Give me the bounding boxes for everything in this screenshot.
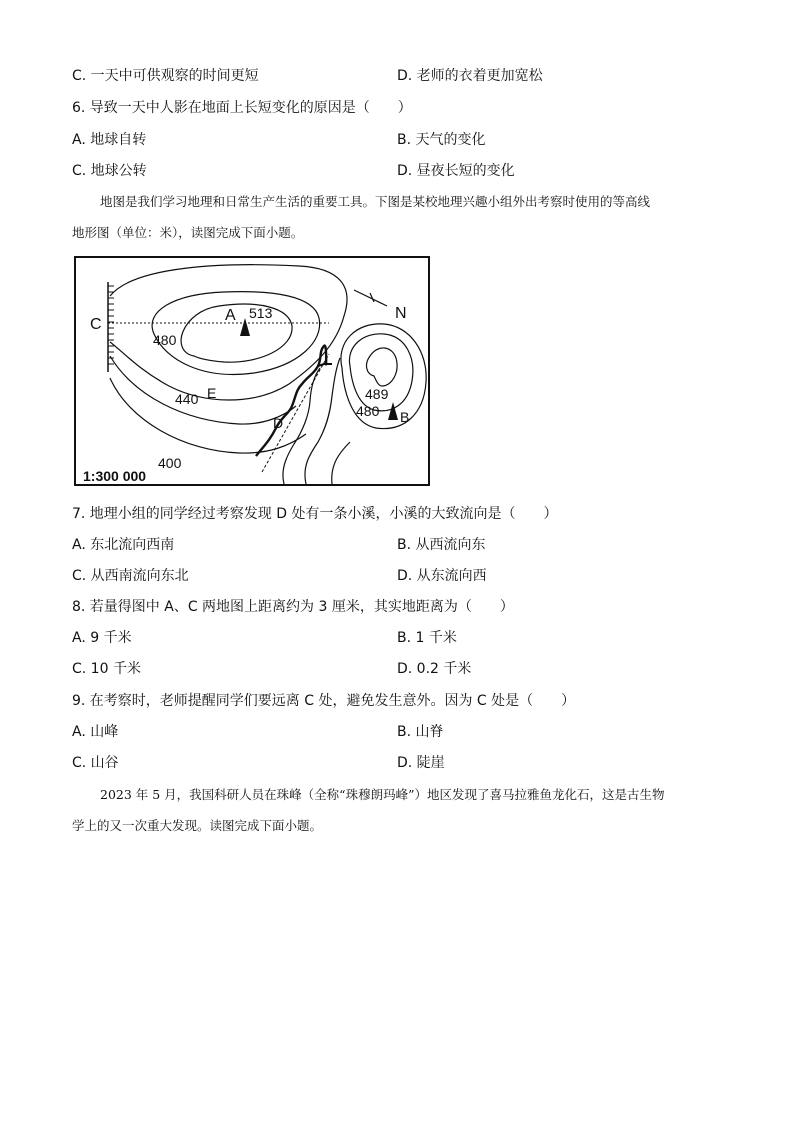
label-a: A: [225, 307, 236, 324]
label-c: C: [90, 316, 102, 333]
q5-option-d: D. 老师的衣着更加宽松: [397, 68, 543, 84]
north-label: N: [395, 305, 407, 322]
q7-stem: 7. 地理小组的同学经过考察发现 D 处有一条小溪，小溪的大致流向是（ ）: [72, 506, 558, 522]
q8-option-a: A. 9 千米: [72, 630, 132, 646]
map-scale: 1:300 000: [83, 468, 147, 484]
q8-stem: 8. 若量得图中 A、C 两地图上距离约为 3 厘米，其实地距离为（ ）: [72, 599, 514, 615]
label-d: D: [273, 415, 284, 431]
q9-option-a: A. 山峰: [72, 724, 119, 740]
contour-map: [74, 256, 430, 486]
q8-option-d: D. 0.2 千米: [397, 661, 472, 677]
intro-paragraph-2-line-1: 2023 年 5 月，我国科研人员在珠峰（全称“珠穆朗玛峰”）地区发现了喜马拉雅鱼龙化石，这是古生物: [100, 787, 665, 802]
q8-option-b: B. 1 千米: [397, 630, 457, 646]
q9-option-c: C. 山谷: [72, 755, 119, 771]
q9-option-b: B. 山脊: [397, 724, 444, 740]
contour-map-svg: [74, 256, 430, 486]
intro-paragraph-1-line-1: 地图是我们学习地理和日常生产生活的重要工具。下图是某校地理兴趣小组外出考察时使用的等高线: [100, 194, 651, 209]
q8-option-c: C. 10 千米: [72, 661, 141, 677]
q6-stem: 6. 导致一天中人影在地面上长短变化的原因是（ ）: [72, 100, 412, 116]
intro-paragraph-1-line-2: 地形图（单位：米），读图完成下面小题。: [72, 225, 304, 240]
q5-option-c: C. 一天中可供观察的时间更短: [72, 68, 259, 84]
q7-option-d: D. 从东流向西: [397, 568, 487, 584]
elevation-400: 400: [158, 455, 182, 471]
elevation-513: 513: [249, 305, 273, 321]
q7-option-a: A. 东北流向西南: [72, 537, 175, 553]
q6-option-c: C. 地球公转: [72, 163, 147, 179]
q6-option-d: D. 昼夜长短的变化: [397, 163, 515, 179]
q6-option-a: A. 地球自转: [72, 132, 147, 148]
q9-stem: 9. 在考察时，老师提醒同学们要远离 C 处，避免发生意外。因为 C 处是（ ）: [72, 693, 576, 709]
elevation-480-right: 480: [356, 403, 380, 419]
label-b: B: [400, 409, 410, 425]
elevation-480-left: 480: [153, 332, 177, 348]
q9-option-d: D. 陡崖: [397, 755, 445, 771]
q7-option-c: C. 从西南流向东北: [72, 568, 189, 584]
label-e: E: [207, 385, 217, 401]
elevation-489: 489: [365, 386, 389, 402]
elevation-440: 440: [175, 391, 199, 407]
q6-option-b: B. 天气的变化: [397, 132, 486, 148]
intro-paragraph-2-line-2: 学上的又一次重大发现。读图完成下面小题。: [72, 818, 323, 833]
q7-option-b: B. 从西流向东: [397, 537, 486, 553]
